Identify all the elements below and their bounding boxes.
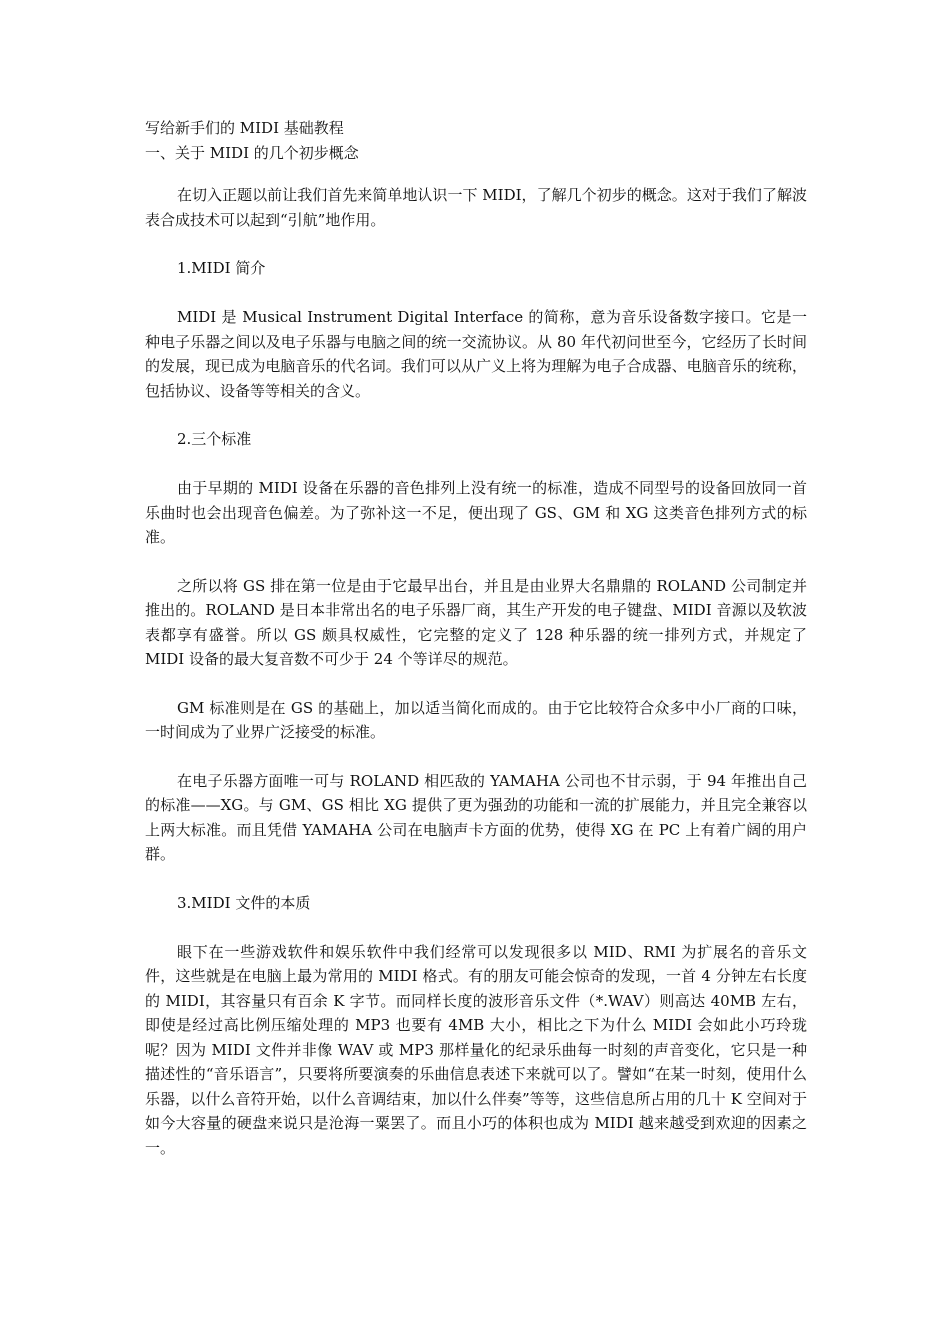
subheading-midi-file-nature: 3.MIDI 文件的本质 — [177, 893, 311, 912]
paragraph-gm-standard: GM 标准则是在 GS 的基础上，加以适当简化而成的。由于它比较符合众多中小厂商的口味，一时间成为了业界广泛接受的标准。 — [145, 698, 807, 741]
spacer — [145, 232, 807, 256]
section-heading: 一、关于 MIDI 的几个初步概念 — [145, 144, 359, 162]
document-page — [145, 116, 807, 1160]
paragraph-gs-standard: 之所以将 GS 排在第一位是由于它最早出台，并且是由业界大名鼎鼎的 ROLAND 公司制定并推出的。ROLAND 是日本非常出名的电子乐器厂商，其生产开发的电子键盘、MIDI 音源以及软波表都享有盛誉。所以 GS 颇具权威性，它完整的定义了 128 种乐器的统一排列方式，并规定了 MIDI 设备的最大复音数不可少于 24 个等详尽的规范。 — [145, 576, 807, 668]
intro-paragraph: 在切入正题以前让我们首先来简单地认识一下 MIDI，了解几个初步的概念。这对于我们了解波表合成技术可以起到“引航”地作用。 — [145, 186, 807, 229]
spacer — [145, 452, 807, 476]
subheading-midi-intro: 1.MIDI 简介 — [177, 259, 266, 277]
spacer — [145, 672, 807, 696]
document-title: 写给新手们的 MIDI 基础教程 — [145, 119, 344, 137]
spacer — [145, 550, 807, 574]
spacer — [145, 745, 807, 769]
subheading-three-standards: 2.三个标准 — [177, 430, 252, 448]
paragraph-midi-definition: MIDI 是 Musical Instrument Digital Interface 的简称，意为音乐设备数字接口。它是一种电子乐器之间以及电子乐器与电脑之间的统一交流协议。从 80 年代初问世至今，它经历了长时间的发展，现已成为电脑音乐的代名词。我们可以从广义上将为理解为电子合成器、电脑音乐的统称，包括协议、设备等等相关的含义。 — [145, 308, 807, 400]
paragraph-standards-origin: 由于早期的 MIDI 设备在乐器的音色排列上没有统一的标准，造成不同型号的设备回放同一首乐曲时也会出现音色偏差。为了弥补这一不足，便出现了 GS、GM 和 XG 这类音色排列方式的标准。 — [145, 479, 807, 546]
spacer — [145, 916, 807, 940]
paragraph-xg-standard: 在电子乐器方面唯一可与 ROLAND 相匹敌的 YAMAHA 公司也不甘示弱，于 94 年推出自己的标准——XG。与 GM、GS 相比 XG 提供了更为强劲的功能和一流的扩展能力，并且完全兼容以上两大标准。而且凭借 YAMAHA 公司在电脑声卡方面的优势，使得 XG 在 PC 上有着广阔的用户群。 — [145, 771, 807, 863]
spacer — [145, 166, 807, 183]
spacer — [145, 281, 807, 305]
paragraph-midi-file-size: 眼下在一些游戏软件和娱乐软件中我们经常可以发现很多以 MID、RMI 为扩展名的音乐文件，这些就是在电脑上最为常用的 MIDI 格式。有的朋友可能会惊奇的发现，一首 4 分钟左右长度的 MIDI，其容量只有百余 K 字节。而同样长度的波形音乐文件（*.WAV）则高达 40MB 左右，即使是经过高比例压缩处理的 MP3 也要有 4MB 大小，相比之下为什么 MIDI 会如此小巧玲珑呢？因为 MIDI 文件并非像 WAV 或 MP3 那样量化的纪录乐曲每一时刻的声音变化，它只是一种描述性的“音乐语言”，只要将所要演奏的乐曲信息表述下来就可以了。譬如“在某一时刻，使用什么乐器，以什么音符开始，以什么音调结束，加以什么伴奏”等等，这些信息所占用的几十 K 空间对于如今大容量的硬盘来说只是沧海一粟罢了。而且小巧的体积也成为 MIDI 越来越受到欢迎的因素之一。 — [145, 942, 807, 1157]
spacer — [145, 403, 807, 427]
spacer — [145, 867, 807, 891]
